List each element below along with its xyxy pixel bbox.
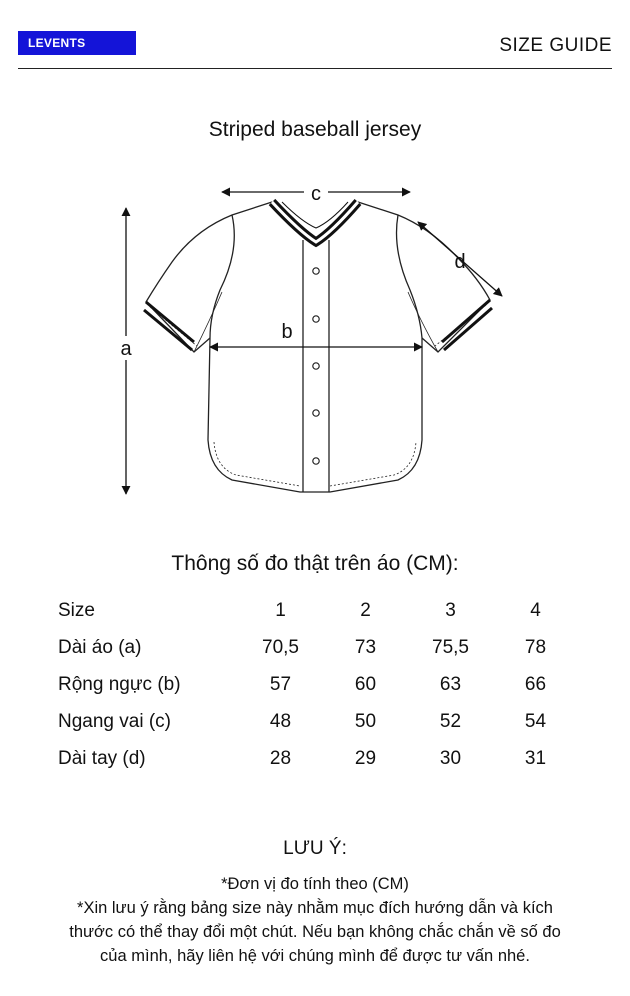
note-block (40, 838, 590, 968)
table-cell: 57 (269, 673, 292, 695)
row-label: Dài áo (a) (58, 636, 142, 658)
table-header-label: Size (58, 599, 95, 621)
table-header-row (58, 592, 578, 629)
header-divider (18, 68, 612, 69)
table-cell: 60 (354, 673, 377, 695)
table-cell: 78 (524, 636, 547, 658)
size-table (58, 592, 578, 777)
size-header-cell: 4 (530, 599, 541, 621)
table-row (58, 629, 578, 666)
jersey-buttons (313, 268, 319, 464)
note-line: *Xin lưu ý rằng bảng size này nhằm mục đích hướng dẫn và kích (77, 899, 553, 917)
measure-b-label: b (281, 321, 293, 343)
table-cell: 50 (354, 710, 377, 732)
table-title: Thông số đo thật trên áo (CM): (171, 552, 459, 575)
row-label: Rộng ngực (b) (58, 673, 181, 695)
brand-name: LEVENTS (28, 36, 86, 50)
table-cell: 70,5 (262, 636, 299, 658)
size-header-cell: 1 (275, 599, 286, 621)
table-cell: 54 (524, 710, 547, 732)
table-cell: 75,5 (432, 636, 469, 658)
measure-a-label: a (120, 338, 132, 360)
table-cell: 66 (524, 673, 547, 695)
product-title: Striped baseball jersey (208, 118, 422, 141)
table-row (58, 740, 578, 777)
note-line: thước có thể thay đổi một chút. Nếu bạn không chắc chắn về số đo (69, 923, 561, 941)
table-row (58, 703, 578, 740)
row-label: Dài tay (d) (58, 747, 146, 769)
table-cell: 29 (354, 747, 377, 769)
table-row (58, 666, 578, 703)
table-cell: 30 (439, 747, 462, 769)
striped-collar (272, 202, 358, 242)
table-cell: 63 (439, 673, 462, 695)
brand-logo (18, 31, 136, 55)
size-header-cell: 2 (360, 599, 371, 621)
measure-d-label: d (454, 251, 466, 273)
size-header-cell: 3 (445, 599, 456, 621)
table-cell: 28 (269, 747, 292, 769)
page-title: SIZE GUIDE (499, 35, 612, 56)
measure-c-label: c (311, 183, 321, 205)
note-line: *Đơn vị đo tính theo (CM) (221, 875, 409, 893)
table-cell: 48 (269, 710, 292, 732)
sleeve-cuff-stripes (144, 300, 492, 350)
row-label: Ngang vai (c) (58, 710, 171, 732)
jersey-diagram (0, 170, 630, 510)
note-line: của mình, hãy liên hệ với chúng mình để được tư vấn nhé. (100, 947, 530, 965)
table-cell: 31 (524, 747, 547, 769)
table-cell: 52 (439, 710, 462, 732)
table-cell: 73 (354, 636, 377, 658)
note-title: LƯU Ý: (283, 838, 347, 859)
